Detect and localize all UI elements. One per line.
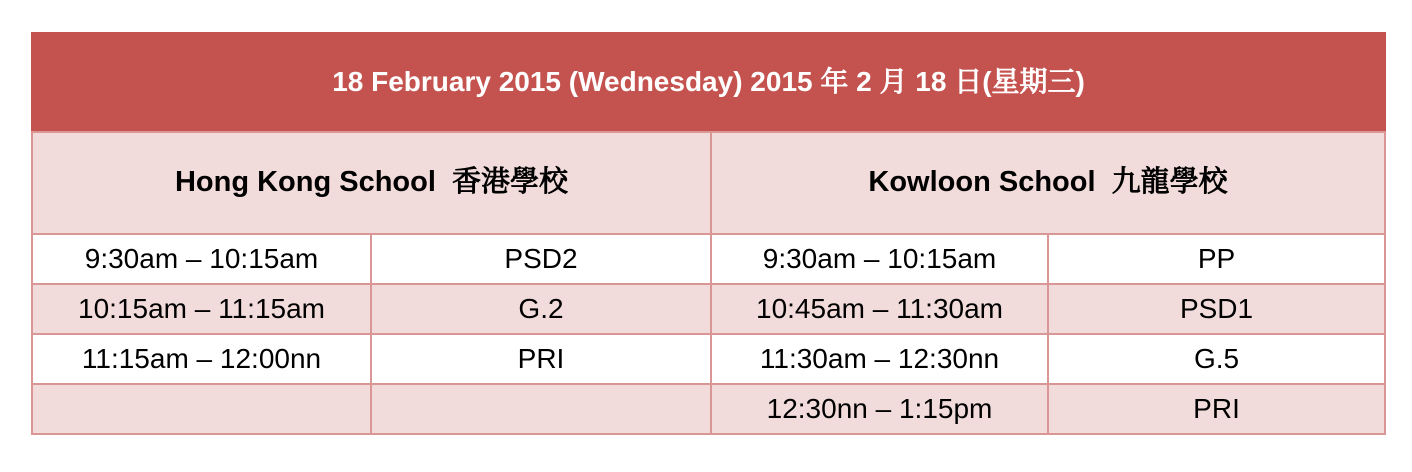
kln-time-slot: 10:45am – 11:30am	[711, 284, 1048, 334]
hk-time-slot: 10:15am – 11:15am	[32, 284, 371, 334]
date-title: 18 February 2015 (Wednesday) 2015 年 2 月 18 日(星期三)	[32, 33, 1385, 132]
table-row	[32, 384, 1385, 434]
schedule-table	[31, 32, 1386, 435]
hk-time-slot: 11:15am – 12:00nn	[32, 334, 371, 384]
hk-level: PRI	[371, 334, 711, 384]
kln-time-slot: 11:30am – 12:30nn	[711, 334, 1048, 384]
kln-time-slot: 9:30am – 10:15am	[711, 234, 1048, 284]
kln-level: G.5	[1048, 334, 1385, 384]
kln-level: PP	[1048, 234, 1385, 284]
kln-level: PSD1	[1048, 284, 1385, 334]
hk-time-slot	[32, 384, 371, 434]
hk-level: PSD2	[371, 234, 711, 284]
date-header-row	[32, 33, 1385, 132]
school-name-hong-kong: Hong Kong School 香港學校	[32, 132, 711, 234]
hk-time-slot: 9:30am – 10:15am	[32, 234, 371, 284]
table-row	[32, 234, 1385, 284]
kln-time-slot: 12:30nn – 1:15pm	[711, 384, 1048, 434]
table-row	[32, 284, 1385, 334]
table-row	[32, 334, 1385, 384]
school-header-row	[32, 132, 1385, 234]
hk-level	[371, 384, 711, 434]
kln-level: PRI	[1048, 384, 1385, 434]
hk-level: G.2	[371, 284, 711, 334]
school-name-kowloon: Kowloon School 九龍學校	[711, 132, 1385, 234]
